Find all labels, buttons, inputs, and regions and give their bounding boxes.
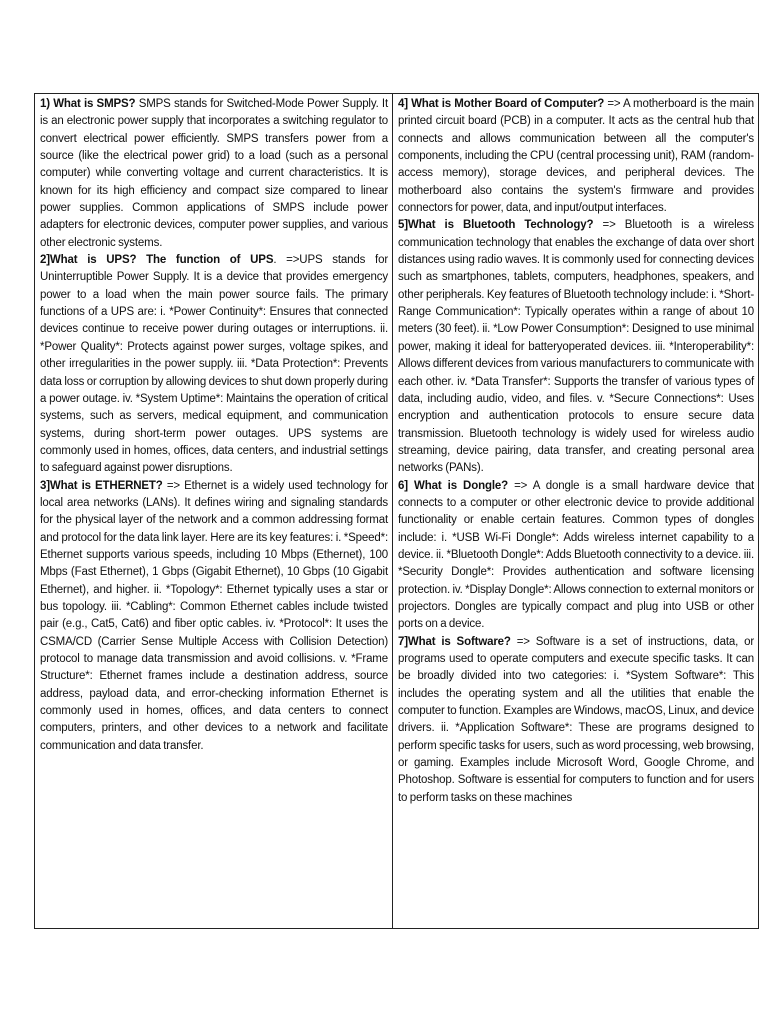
answer-text: => A dongle is a small hardware device that connects to a computer or other electronic device to provide additional functionality or enable certain features. Common types of dongles include: i. *USB Wi-Fi Dongle*: Adds wireless internet capability to a device. ii. *Bluetooth Dongle*: Adds Bluetooth connectivity to a device. iii. *Security Dongle*: Provides authentication and software licensing protection. iv. *Display Dongle*: Allows connection to external monitors or projectors. Dongles are typically compact and plug into USB or other ports on a device. <box>398 479 754 631</box>
answer-text: . =>UPS stands for Uninterruptible Power Supply. It is a device that provides emergency power to a load when the main power source fails. The primary functions of a UPS are: i. *Power Continuity*: Ensures that connected devices continue to receive power during outages or interruptions. ii. *Power Quality*: Protects against power surges, voltage spikes, and other irregularities in the power supply. iii. *Data Protection*: Prevents data loss or corruption by allowing devices to shut down properly during a power outage. iv. *System Uptime*: Maintains the operation of critical systems, such as servers, medical equipment, and communication systems, during short-term power outages. UPS systems are commonly used in homes, offices, data centers, and industrial settings to safeguard against power disruptions. <box>40 254 388 475</box>
answer-text: => A motherboard is the main printed circuit board (PCB) in a computer. It acts as the central hub that connects and allows communication between all the computer's components, including the CPU (central processing unit), RAM (random-access memory), storage devices, and peripheral devices. The motherboard also contains the system's firmware and provides connectors for power, data, and input/output interfaces. <box>398 98 754 215</box>
question-heading: 6] What is Dongle? <box>398 479 508 492</box>
answer-text: => Bluetooth is a wireless communication technology that enables the exchange of data over short distances using radio waves. It is commonly used for connecting devices such as smartphones, tablets, computers, headphones, speakers, and other peripherals. Key features of Bluetooth technology include: i. *Short-Range Communication*: Typically operates within a range of about 10 meters (30 feet). ii. *Low Power Consumption*: Designed to use minimal power, making it ideal for batteryoperated devices. iii. *Interoperability*: Allows different devices from various manufacturers to communicate with each other. iv. *Data Transfer*: Supports the transfer of various types of data, including audio, video, and files. v. *Secure Connections*: Uses encryption and authentication protocols to ensure secure data transmission. Bluetooth technology is widely used for wireless audio streaming, device pairing, data transfer, and creating personal area networks (PANs). <box>398 219 754 475</box>
qa-table <box>34 93 759 929</box>
question-heading: 7]What is Software? <box>398 635 511 648</box>
right-column <box>393 94 758 928</box>
entry-dongle <box>398 478 754 634</box>
entry-ethernet <box>40 478 388 756</box>
answer-text: SMPS stands for Switched-Mode Power Supply. It is an electronic power supply that incorporates a switching regulator to convert electrical power efficiently. SMPS transfers power from a source (like the electrical power grid) to a load (such as a personal computer) while converting voltage and current characteristics. It is known for its high efficiency and compact size compared to linear power supplies. Common applications of SMPS include power adapters for electronic devices, computer power supplies, and various other electronic systems. <box>40 98 388 249</box>
question-heading: 3]What is ETHERNET? <box>40 479 163 492</box>
question-heading: 1) What is SMPS? <box>40 98 136 110</box>
entry-ups <box>40 252 388 477</box>
answer-text: => Ethernet is a widely used technology for local area networks (LANs). It defines wiring and signaling standards for the physical layer of the network and a common addressing format and protocol for the data link layer. Here are its key features: i. *Speed*: Ethernet supports various speeds, including 10 Mbps (Ethernet), 100 Mbps (Fast Ethernet), 1 Gbps (Gigabit Ethernet), 10 Gbps (10 Gigabit Ethernet), and higher. ii. *Topology*: Ethernet typically uses a star or bus topology. iii. *Cabling*: Common Ethernet cables include twisted pair (e.g., Cat5, Cat6) and fiber optic cables. iv. *Protocol*: It uses the CSMA/CD (Carrier Sense Multiple Access with Collision Detection) protocol to manage data transmission and avoid collisions. v. *Frame Structure*: Ethernet frames include a destination address, source address, payload data, and error-checking information Ethernet is commonly used in homes, offices, and data centers to connect computers, printers, and other devices to a network and facilitate communication and data transfer. <box>40 479 388 752</box>
question-heading: 4] What is Mother Board of Computer? <box>398 98 605 110</box>
entry-motherboard <box>398 96 754 217</box>
answer-text: => Software is a set of instructions, data, or programs used to operate computers and execute specific tasks. It can be broadly divided into two categories: i. *System Software*: This includes the operating system and all the utilities that enable the computer to function. Examples are Windows, macOS, Linux, and device drivers. ii. *Application Software*: These are programs designed to perform specific tasks for users, such as word processing, web browsing, or gaming. Examples include Microsoft Word, Google Chrome, and Photoshop. Software is essential for computers to function and for users to perform tasks on these machines <box>398 635 754 804</box>
question-heading: 5]What is Bluetooth Technology? <box>398 219 594 232</box>
entry-software <box>398 634 754 807</box>
question-heading: 2]What is UPS? The function of UPS <box>40 254 274 267</box>
entry-smps <box>40 96 388 252</box>
entry-bluetooth <box>398 217 754 477</box>
left-column <box>35 94 393 928</box>
